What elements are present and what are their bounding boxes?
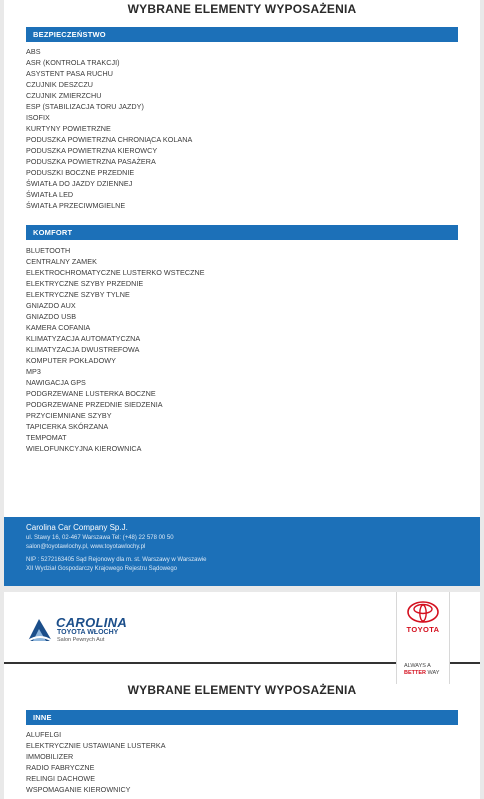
- list-item: RELINGI DACHOWE: [26, 774, 96, 783]
- footer-address: ul. Stawy 16, 02-467 Warszawa Tel: (+48) 22 578 00 50: [26, 535, 174, 541]
- slogan-better: BETTER: [404, 670, 426, 676]
- list-item: WSPOMAGANIE KIEROWNICY: [26, 785, 131, 794]
- list-item: ABS: [26, 47, 41, 56]
- document-page-1: [4, 0, 480, 586]
- page-title-2: WYBRANE ELEMENTY WYPOSAŻENIA: [127, 683, 357, 697]
- list-item: ASYSTENT PASA RUCHU: [26, 69, 113, 78]
- section-header-other: INNE: [26, 710, 458, 725]
- list-item: BLUETOOTH: [26, 246, 71, 255]
- list-item: TEMPOMAT: [26, 433, 67, 442]
- slogan-line1: ALWAYS A: [404, 663, 431, 669]
- footer-registry: NIP : 5272163405 Sąd Rejonowy dla m. st. Warszawy w Warszawie: [26, 557, 207, 563]
- list-item: PRZYCIEMNIANE SZYBY: [26, 411, 112, 420]
- list-item: CZUJNIK DESZCZU: [26, 80, 94, 89]
- list-item: WIELOFUNKCYJNA KIEROWNICA: [26, 444, 142, 453]
- other-list: [26, 729, 166, 795]
- comfort-list: [26, 245, 205, 454]
- list-item: ELEKTROCHROMATYCZNE LUSTERKO WSTECZNE: [26, 268, 205, 277]
- safety-list: [26, 46, 192, 211]
- list-item: ESP (STABILIZACJA TORU JAZDY): [26, 102, 144, 111]
- carolina-logo: [26, 614, 126, 648]
- toyota-logo-icon: [407, 601, 439, 623]
- section-header-safety: BEZPIECZEŃSTWO: [26, 27, 458, 42]
- section-header-comfort: KOMFORT: [26, 225, 458, 240]
- toyota-brand-box: [396, 592, 450, 684]
- list-item: KLIMATYZACJA DWUSTREFOWA: [26, 345, 140, 354]
- list-item: GNIAZDO USB: [26, 312, 77, 321]
- toyota-wordmark: TOYOTA: [406, 625, 440, 634]
- logo-name: CAROLINA: [56, 615, 128, 630]
- list-item: NAWIGACJA GPS: [26, 378, 86, 387]
- list-item: TAPICERKA SKÓRZANA: [26, 422, 109, 431]
- list-item: KAMERA COFANIA: [26, 323, 91, 332]
- list-item: RADIO FABRYCZNE: [26, 763, 95, 772]
- footer-contact: salon@toyotawlochy.pl, www.toyotawlochy.pl: [26, 544, 146, 550]
- list-item: CZUJNIK ZMIERZCHU: [26, 91, 102, 100]
- toyota-slogan: [404, 663, 439, 677]
- list-item: ISOFIX: [26, 113, 50, 122]
- list-item: ELEKTRYCZNE SZYBY PRZEDNIE: [26, 279, 144, 288]
- list-item: ALUFELGI: [26, 730, 62, 739]
- slogan-way: WAY: [427, 670, 440, 676]
- list-item: PODUSZKI BOCZNE PRZEDNIE: [26, 168, 135, 177]
- footer-registry-court: XII Wydział Gospodarczy Krajowego Rejestru Sądowego: [26, 566, 178, 572]
- list-item: PODUSZKA POWIETRZNA PASAŻERA: [26, 157, 156, 166]
- list-item: ELEKTRYCZNIE USTAWIANE LUSTERKA: [26, 741, 166, 750]
- company-name: Carolina Car Company Sp.J.: [26, 523, 128, 532]
- list-item: ŚWIATŁA PRZECIWMGIELNE: [26, 201, 126, 210]
- list-item: PODUSZKA POWIETRZNA CHRONIĄCA KOLANA: [26, 135, 193, 144]
- page-title: WYBRANE ELEMENTY WYPOSAŻENIA: [127, 2, 357, 16]
- list-item: ASR (KONTROLA TRAKCJI): [26, 58, 120, 67]
- list-item: ŚWIATŁA LED: [26, 190, 74, 199]
- list-item: KOMPUTER POKŁADOWY: [26, 356, 116, 365]
- list-item: ELEKTRYCZNE SZYBY TYLNE: [26, 290, 130, 299]
- list-item: CENTRALNY ZAMEK: [26, 257, 97, 266]
- list-item: MP3: [26, 367, 41, 376]
- list-item: ŚWIATŁA DO JAZDY DZIENNEJ: [26, 179, 133, 188]
- list-item: PODGRZEWANE PRZEDNIE SIEDZENIA: [26, 400, 163, 409]
- dealer-footer: [4, 517, 480, 586]
- list-item: KLIMATYZACJA AUTOMATYCZNA: [26, 334, 141, 343]
- list-item: GNIAZDO AUX: [26, 301, 76, 310]
- list-item: IMMOBILIZER: [26, 752, 74, 761]
- document-page-2: [4, 592, 480, 799]
- logo-subtitle: TOYOTA WŁOCHY: [57, 629, 119, 636]
- list-item: PODUSZKA POWIETRZNA KIEROWCY: [26, 146, 158, 155]
- list-item: PODGRZEWANE LUSTERKA BOCZNE: [26, 389, 156, 398]
- logo-tagline: Salon Pewnych Aut: [57, 637, 105, 643]
- list-item: KURTYNY POWIETRZNE: [26, 124, 111, 133]
- carolina-logo-icon: [26, 617, 54, 643]
